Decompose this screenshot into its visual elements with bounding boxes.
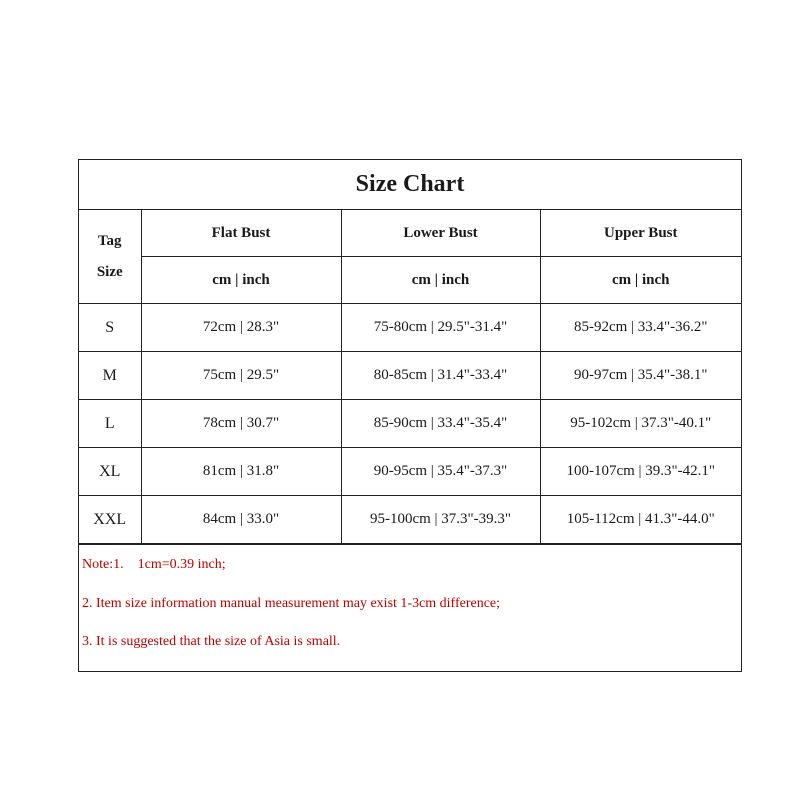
lower-bust-cell: 75-80cm | 29.5"-31.4" <box>341 304 540 352</box>
table-row <box>79 400 741 448</box>
size-cell: XXL <box>79 496 141 544</box>
header-row <box>79 210 741 257</box>
lower-bust-cell: 90-95cm | 35.4"-37.3" <box>341 448 540 496</box>
size-chart <box>78 159 742 672</box>
note-1-text: 1cm=0.39 inch; <box>137 557 226 572</box>
lower-bust-cell: 95-100cm | 37.3"-39.3" <box>341 496 540 544</box>
notes-section <box>79 544 741 673</box>
flat-bust-cell: 72cm | 28.3" <box>141 304 341 352</box>
unit-label-lower-bust: cm | inch <box>341 257 540 304</box>
lower-bust-cell: 85-90cm | 33.4"-35.4" <box>341 400 540 448</box>
flat-bust-cell: 78cm | 30.7" <box>141 400 341 448</box>
size-label: Size <box>96 263 123 280</box>
flat-bust-cell: 75cm | 29.5" <box>141 352 341 400</box>
note-3: 3. It is suggested that the size of Asia is small. <box>82 634 341 649</box>
size-cell: M <box>79 352 141 400</box>
flat-bust-cell: 81cm | 31.8" <box>141 448 341 496</box>
upper-bust-cell: 100-107cm | 39.3"-42.1" <box>540 448 741 496</box>
tag-size-header <box>79 210 141 304</box>
upper-bust-cell: 85-92cm | 33.4"-36.2" <box>540 304 741 352</box>
table-row <box>79 352 741 400</box>
size-cell: S <box>79 304 141 352</box>
flat-bust-cell: 84cm | 33.0" <box>141 496 341 544</box>
table-row <box>79 304 741 352</box>
upper-bust-cell: 105-112cm | 41.3"-44.0" <box>540 496 741 544</box>
note-1 <box>82 557 741 596</box>
unit-label-flat-bust: cm | inch <box>141 257 341 304</box>
table-row <box>79 448 741 496</box>
size-cell: L <box>79 400 141 448</box>
column-header-lower-bust: Lower Bust <box>341 210 540 257</box>
note-1-prefix: Note:1. <box>82 557 124 572</box>
size-table <box>79 210 741 544</box>
lower-bust-cell: 80-85cm | 31.4"-33.4" <box>341 352 540 400</box>
unit-label-upper-bust: cm | inch <box>540 257 741 304</box>
upper-bust-cell: 95-102cm | 37.3"-40.1" <box>540 400 741 448</box>
upper-bust-cell: 90-97cm | 35.4"-38.1" <box>540 352 741 400</box>
tag-label: Tag <box>97 232 122 249</box>
unit-row <box>79 257 741 304</box>
table-row <box>79 496 741 544</box>
column-header-flat-bust: Flat Bust <box>141 210 341 257</box>
column-header-upper-bust: Upper Bust <box>540 210 741 257</box>
size-cell: XL <box>79 448 141 496</box>
note-2: 2. Item size information manual measurement may exist 1-3cm difference; <box>82 595 501 611</box>
chart-title: Size Chart <box>79 160 741 210</box>
